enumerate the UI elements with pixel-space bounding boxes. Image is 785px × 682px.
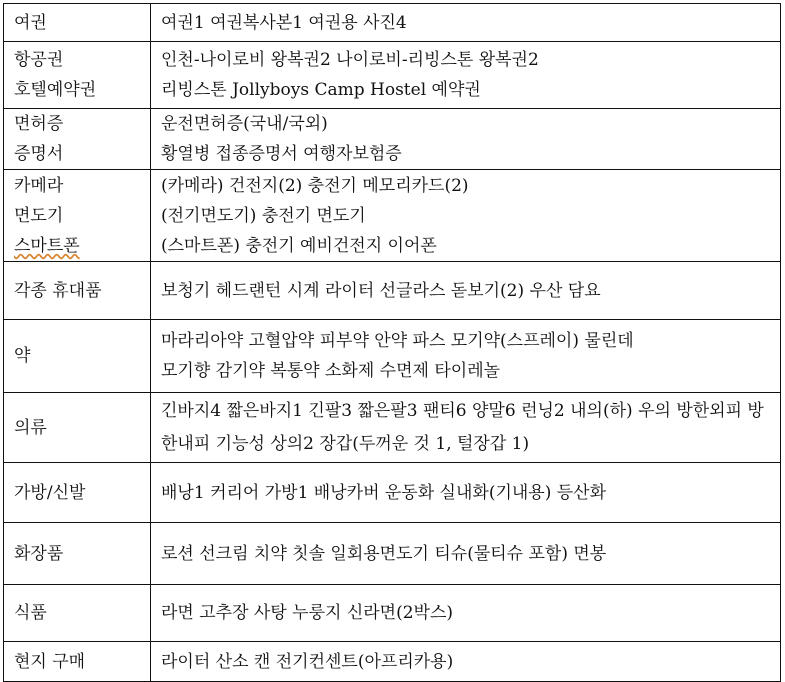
category-label: 스마트폰 (14, 235, 80, 256)
category-cell (4, 463, 151, 523)
items-text: 배낭1 커리어 가방1 배낭카버 운동화 실내화(기내용) 등산화 (161, 482, 607, 503)
items-cell (151, 4, 781, 42)
category-cell (4, 642, 151, 682)
items-cell (151, 393, 781, 463)
category-cell (4, 262, 151, 320)
items-text: 운전면허증(국내/국외) (161, 114, 328, 134)
category-cell (4, 523, 151, 585)
items-text: (전기면도기) 충전기 면도기 (161, 205, 366, 226)
table-row (4, 42, 781, 109)
table-row (4, 642, 781, 682)
category-label: 가방/신발 (14, 482, 86, 503)
category-cell (4, 42, 151, 109)
category-label: 카메라 (14, 175, 64, 196)
items-text: 여권1 여권복사본1 여권용 사진4 (161, 12, 407, 33)
category-label: 증명서 (14, 144, 64, 164)
items-cell (151, 642, 781, 682)
category-cell (4, 320, 151, 393)
items-cell (151, 170, 781, 262)
items-text: 황열병 접종증명서 여행자보험증 (161, 144, 402, 164)
items-cell (151, 109, 781, 170)
category-label: 여권 (14, 12, 47, 33)
table-row (4, 170, 781, 262)
table-row (4, 523, 781, 585)
category-label: 현지 구매 (14, 651, 86, 672)
category-cell (4, 170, 151, 262)
category-label: 호텔예약권 (14, 80, 97, 100)
items-cell (151, 463, 781, 523)
table-row (4, 320, 781, 393)
category-cell (4, 4, 151, 42)
category-label: 항공권 (14, 50, 64, 70)
category-cell (4, 109, 151, 170)
items-text: 인천-나이로비 왕복권2 나이로비-리빙스톤 왕복권2 (161, 50, 539, 70)
category-label: 각종 휴대품 (14, 280, 102, 301)
items-text: 라이터 산소 캔 전기컨센트(아프리카용) (161, 651, 454, 672)
items-text: 모기향 감기약 복통약 소화제 수면제 타이레놀 (161, 361, 501, 381)
table-row (4, 463, 781, 523)
category-label: 식품 (14, 603, 47, 623)
items-text: 리빙스톤 Jollyboys Camp Hostel 예약권 (161, 80, 481, 100)
items-text: 긴바지4 짧은바지1 긴팔3 짧은팔3 팬티6 양말6 런닝2 내의(하) 우의 방한외피 방한내피 기능성 상의2 장갑(두꺼운 것 1, 털장갑 1) (161, 400, 764, 454)
items-cell (151, 42, 781, 109)
items-cell (151, 320, 781, 393)
items-text: 라면 고추장 사탕 누룽지 신라면(2박스) (161, 603, 454, 623)
items-cell (151, 585, 781, 642)
packing-checklist-table (3, 3, 781, 682)
items-text: 마라리아약 고혈압약 피부약 안약 파스 모기약(스프레이) 물린데 (161, 331, 634, 351)
table-row (4, 262, 781, 320)
category-cell (4, 393, 151, 463)
items-cell (151, 523, 781, 585)
items-text: 로션 선크림 치약 칫솔 일회용면도기 티슈(물티슈 포함) 면봉 (161, 543, 607, 564)
category-cell (4, 585, 151, 642)
table-row (4, 4, 781, 42)
items-cell (151, 262, 781, 320)
items-text: (스마트폰) 충전기 예비건전지 이어폰 (161, 235, 437, 256)
category-label: 의류 (14, 417, 47, 438)
category-label: 면도기 (14, 205, 64, 226)
table-row (4, 393, 781, 463)
items-text: 보청기 헤드랜턴 시계 라이터 선글라스 돋보기(2) 우산 담요 (161, 280, 601, 301)
table-row (4, 585, 781, 642)
table-row (4, 109, 781, 170)
category-label: 화장품 (14, 543, 64, 564)
category-label: 면허증 (14, 114, 64, 134)
items-text: (카메라) 건전지(2) 충전기 메모리카드(2) (161, 175, 469, 196)
category-label: 약 (14, 346, 31, 366)
